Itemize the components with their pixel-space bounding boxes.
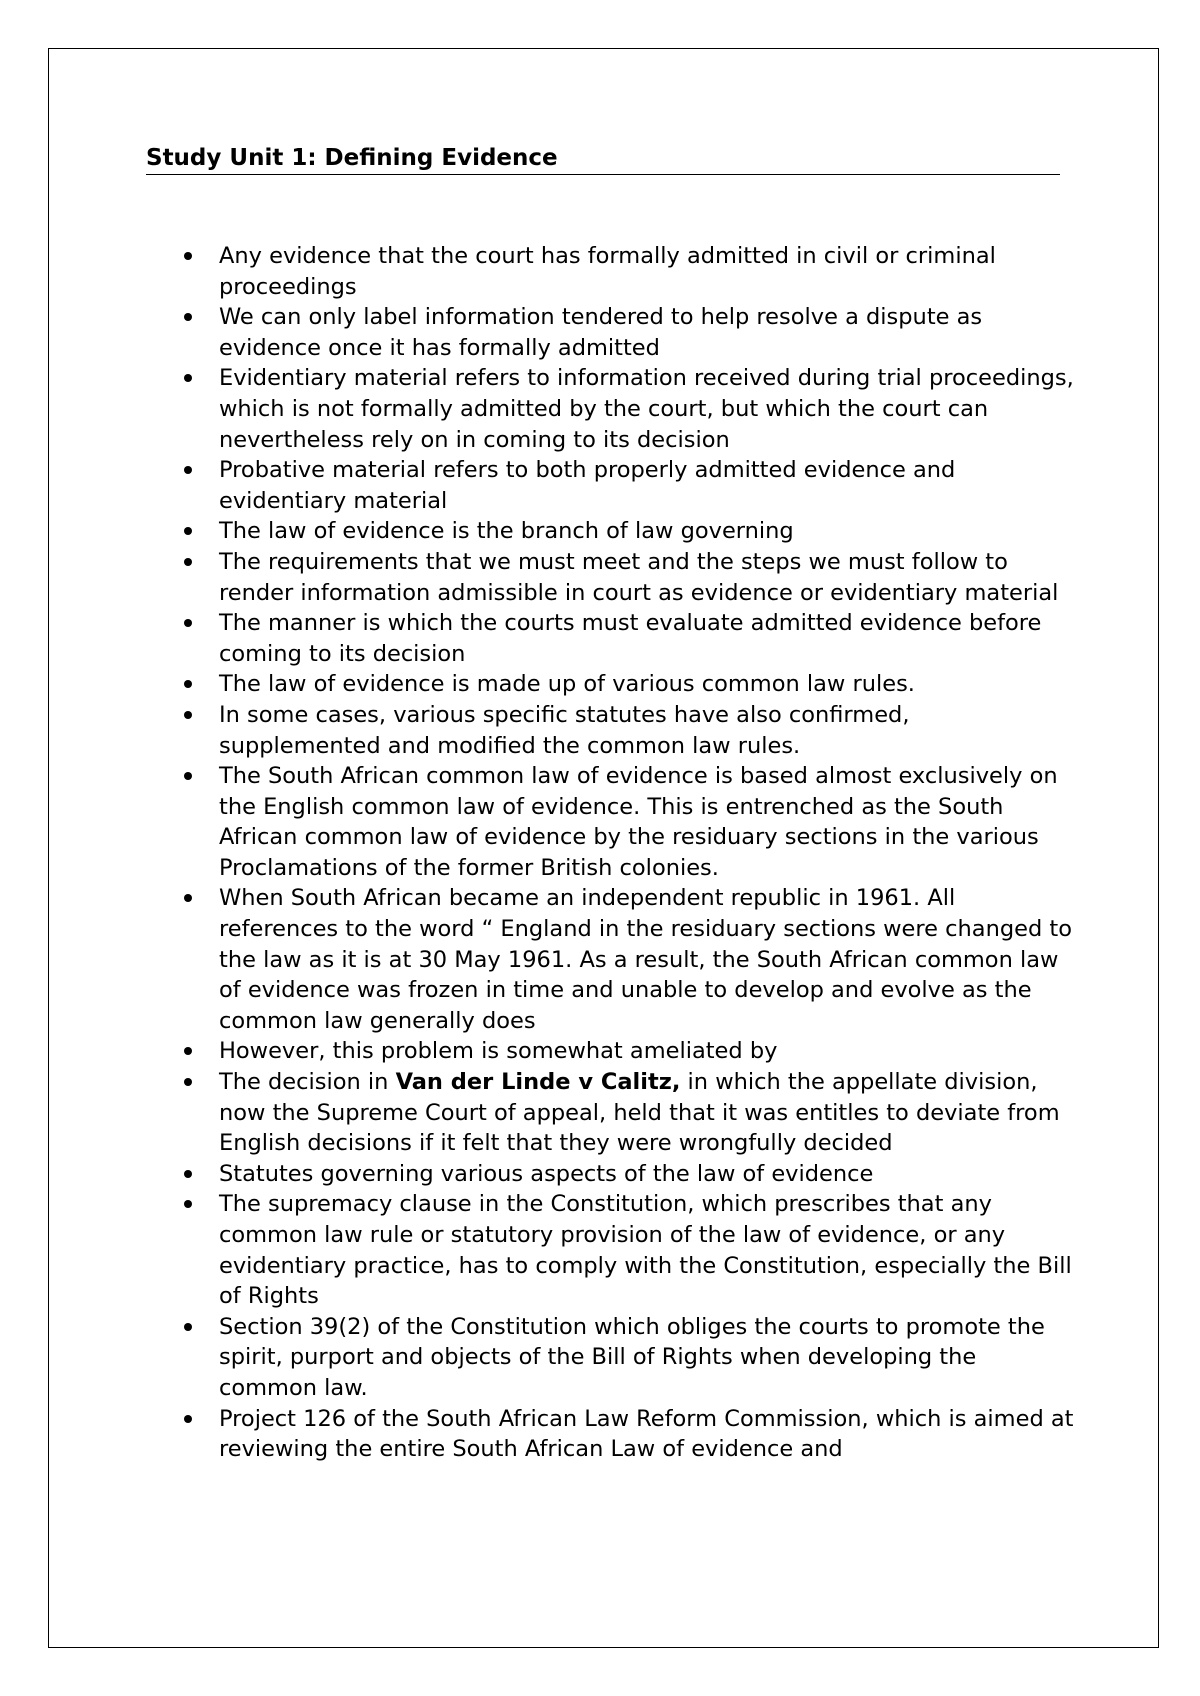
list-item — [146, 1404, 1076, 1465]
list-item-text: Section 39(2) of the Constitution which obliges the courts to promote the spirit, purport and objects of the Bill of Rights when developing the common law. — [219, 1313, 1045, 1401]
list-item — [146, 669, 1076, 700]
list-item — [146, 241, 1076, 302]
bullet-list — [146, 241, 1076, 1465]
list-item-text: In some cases, various specific statutes have also confirmed, supplemented and modified the common law rules. — [219, 701, 910, 759]
list-item-text: Evidentiary material refers to information received during trial proceedings, which is not formally admitted by the court, but which the court can nevertheless rely on in coming to its decision — [219, 365, 1074, 453]
list-item-text: When South African became an independent republic in 1961. All references to the word “ England in the residuary sections were changed to the law as it is at 30 May 1961. As a result, the South African common law of evidence was frozen in time and unable to develop and evolve as the common law generally does — [219, 885, 1072, 1034]
list-item — [146, 363, 1076, 455]
bullet-icon — [184, 1200, 192, 1208]
bullet-icon — [184, 558, 192, 566]
page-title: Study Unit 1: Defining Evidence — [146, 143, 1060, 175]
list-item — [146, 455, 1076, 516]
bullet-icon — [184, 527, 192, 535]
list-item — [146, 516, 1076, 547]
list-item-text: Any evidence that the court has formally admitted in civil or criminal proceedings — [219, 243, 996, 300]
bullet-icon — [184, 313, 192, 321]
list-item-text: The manner is which the courts must evaluate admitted evidence before coming to its decision — [219, 610, 1042, 667]
list-item-text: The South African common law of evidence is based almost exclusively on the English common law of evidence. This is entrenched as the South African common law of evidence by the residuary sections in the various Proclamations of the former British colonies. — [219, 763, 1058, 881]
case-name: Van der Linde v Calitz, — [395, 1069, 681, 1096]
list-item — [146, 302, 1076, 363]
bullet-icon — [184, 1170, 192, 1178]
bullet-icon — [184, 1323, 192, 1331]
list-item-text: The law of evidence is made up of various common law rules. — [219, 671, 915, 698]
list-item — [146, 547, 1076, 608]
list-item-text: However, this problem is somewhat ameliated by — [219, 1038, 778, 1065]
list-item-text: The requirements that we must meet and the steps we must follow to render information admissible in court as evidence or evidentiary material — [219, 548, 1059, 606]
bullet-icon — [184, 680, 192, 688]
bullet-icon — [184, 619, 192, 627]
bullet-icon — [184, 466, 192, 474]
bullet-icon — [184, 252, 192, 260]
list-item — [146, 1312, 1076, 1404]
list-item — [146, 700, 1076, 761]
list-item-text: We can only label information tendered to help resolve a dispute as evidence once it has formally admitted — [219, 304, 983, 361]
list-item — [146, 1189, 1076, 1311]
list-item-text: Project 126 of the South African Law Reform Commission, which is aimed at reviewing the entire South African Law of evidence and — [219, 1405, 1074, 1463]
bullet-icon — [184, 772, 192, 780]
bullet-icon — [184, 894, 192, 902]
list-item — [146, 883, 1076, 1036]
list-item — [146, 761, 1076, 883]
list-item — [146, 1067, 1076, 1159]
bullet-icon — [184, 711, 192, 719]
bullet-icon — [184, 1047, 192, 1055]
list-item-text: The supremacy clause in the Constitution, which prescribes that any common law rule or statutory provision of the law of evidence, or any evidentiary practice, has to comply with the Constitution, especially the Bill of Rights — [219, 1191, 1072, 1310]
list-item — [146, 1159, 1076, 1190]
list-item-text: Statutes governing various aspects of the law of evidence — [219, 1160, 874, 1187]
list-item — [146, 608, 1076, 669]
list-item-text-end: in which the appellate division, now the Supreme Court of appeal, held that it was entitles to deviate from English decisions if it felt that they were wrongfully decided — [219, 1069, 1060, 1157]
bullet-icon — [184, 1415, 192, 1423]
list-item — [146, 1036, 1076, 1067]
bullet-icon — [184, 374, 192, 382]
list-item-text: Probative material refers to both properly admitted evidence and evidentiary material — [219, 457, 956, 514]
list-item-text-start: The decision in — [219, 1069, 396, 1096]
list-item-text: The law of evidence is the branch of law governing — [219, 518, 794, 545]
bullet-icon — [184, 1078, 192, 1086]
